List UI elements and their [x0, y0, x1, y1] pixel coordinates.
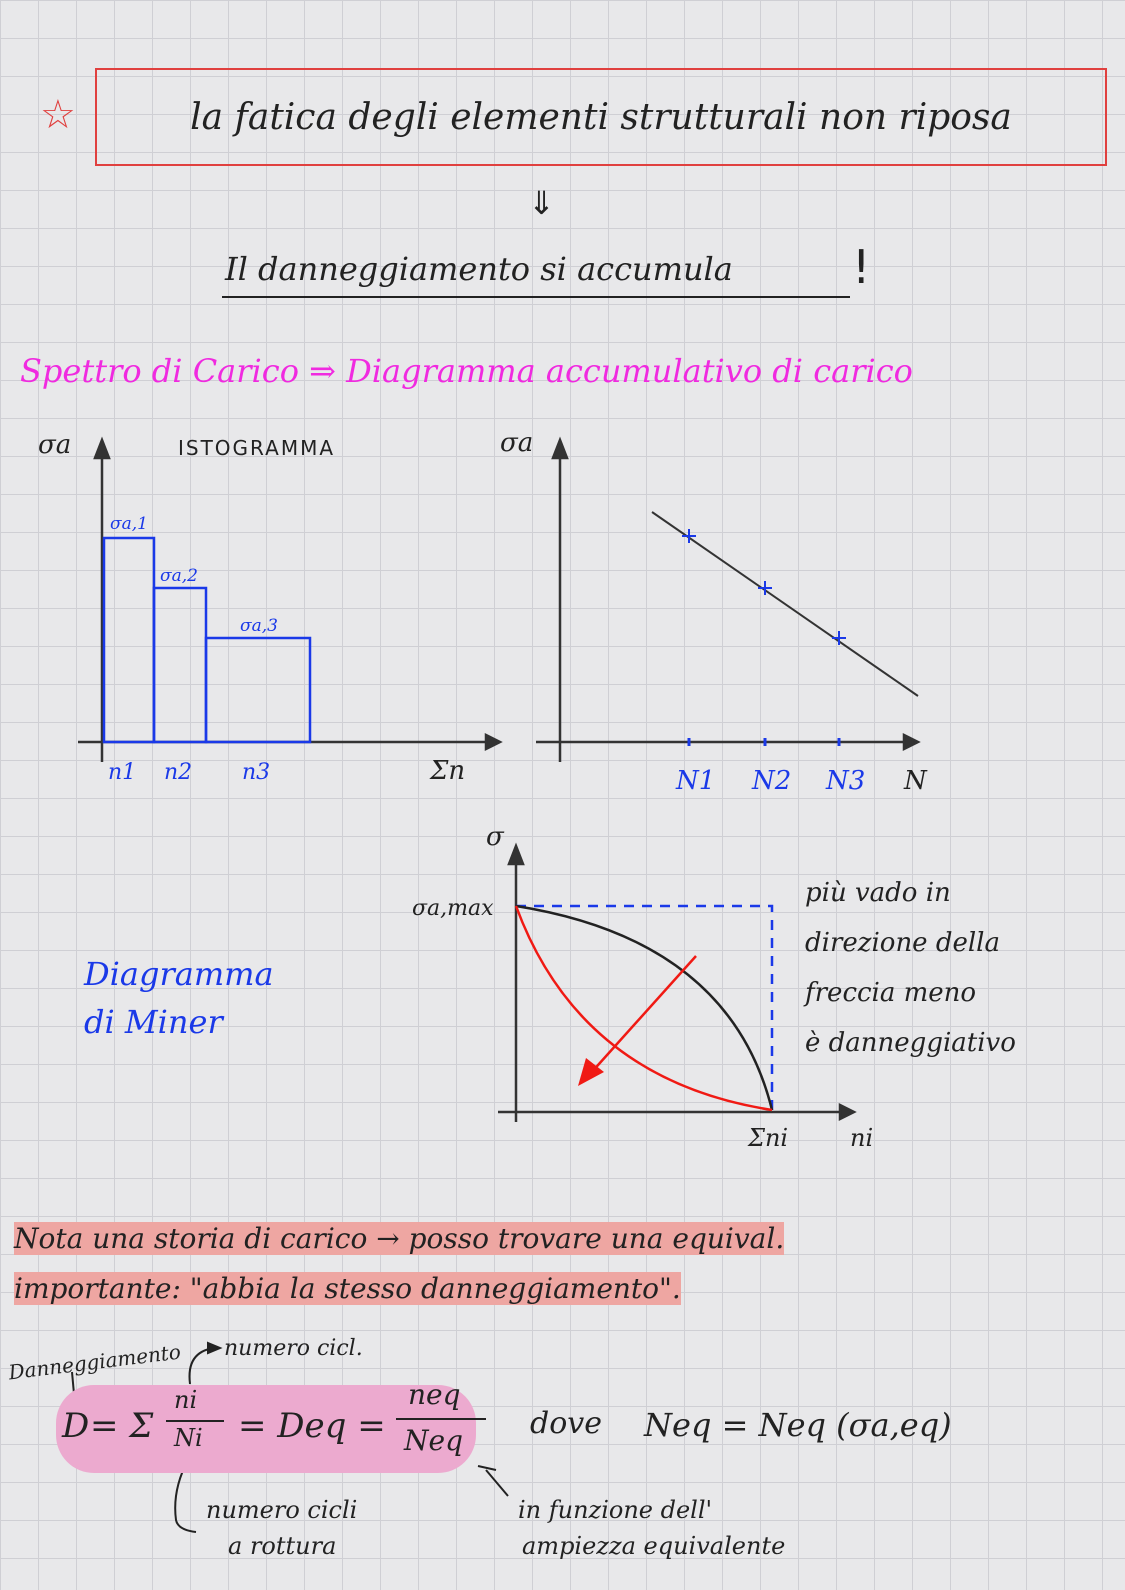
- miner-label-line1: Diagramma: [84, 955, 274, 993]
- miner-label-line2: di Miner: [84, 1003, 223, 1041]
- cumulative-points: [682, 529, 846, 645]
- cumulative-tick-N1: N1: [676, 766, 716, 796]
- label-func-1: in funzione dell': [518, 1496, 713, 1524]
- histogram-bars: [104, 538, 310, 742]
- cumulative-tick-N2: N2: [752, 766, 792, 796]
- histogram-bar-2: [154, 588, 206, 742]
- miner-y-label: σ: [486, 822, 504, 852]
- cumulative-line: [652, 512, 918, 696]
- fraction-bar-1: [166, 1420, 224, 1422]
- formula-neq-expr: Neq = Neq (σa,eq): [644, 1406, 952, 1444]
- label-rupture-2: a rottura: [228, 1532, 337, 1560]
- note-line-1-text: Nota una storia di carico → posso trovare una equival.: [14, 1222, 785, 1255]
- fraction-bar-2: [396, 1418, 486, 1420]
- histogram-title: ISTOGRAMMA: [178, 436, 336, 460]
- cumulative-x-label: N: [904, 766, 927, 796]
- formula-num-ni: ni: [174, 1386, 198, 1414]
- note-line-2-text: importante: "abbia la stesso danneggiamento".: [14, 1272, 681, 1305]
- label-damage: Danneggiamento: [7, 1339, 183, 1385]
- histogram-axes: [78, 440, 500, 762]
- double-arrow-down-icon: ⇓: [528, 184, 555, 222]
- exclamation-mark: !: [852, 240, 871, 294]
- histogram-tick-n3: n3: [242, 760, 271, 785]
- miner-note-line2: direzione della: [805, 928, 1000, 958]
- subtitle: Il danneggiamento si accumula: [225, 250, 733, 288]
- cumulative-axes: [536, 440, 918, 762]
- section-heading: Spettro di Carico ⇒ Diagramma accumulativo di carico: [20, 352, 913, 390]
- miner-red-curve: [516, 906, 772, 1110]
- formula-eq-sum: = Σ: [90, 1406, 154, 1446]
- miner-x-label: ni: [850, 1124, 874, 1152]
- formula-den-Neq: Neq: [404, 1424, 463, 1457]
- histogram-bar-3: [206, 638, 310, 742]
- note-line-2: [14, 1272, 681, 1305]
- formula-num-neq: neq: [408, 1378, 461, 1411]
- miner-y-max-label: σa,max: [412, 896, 494, 921]
- miner-label: [84, 950, 274, 1046]
- histogram-bar-label-3: σa,3: [240, 616, 278, 636]
- label-cycles: numero cicl.: [224, 1336, 363, 1361]
- label-rupture-1: numero cicli: [206, 1496, 358, 1524]
- miner-black-curve: [516, 906, 772, 1110]
- histogram-bar-label-1: σa,1: [110, 514, 148, 534]
- formula-where: dove: [530, 1406, 602, 1441]
- miner-note-line3: freccia meno: [805, 978, 977, 1008]
- histogram-x-label: Σn: [430, 756, 466, 786]
- histogram-tick-n1: n1: [108, 760, 137, 785]
- miner-note-line4: è danneggiativo: [805, 1028, 1016, 1058]
- star-icon: ☆: [40, 92, 76, 138]
- miner-dashed-box: [516, 906, 772, 1110]
- histogram-tick-n2: n2: [164, 760, 193, 785]
- miner-axes: [498, 846, 854, 1122]
- miner-note-line1: più vado in: [805, 878, 951, 908]
- formula-den-Ni: Ni: [174, 1424, 203, 1452]
- formula-eq-deq: = Deq =: [238, 1406, 386, 1446]
- cumulative-tick-N3: N3: [826, 766, 866, 796]
- note-line-1: [14, 1222, 784, 1255]
- label-func-2: ampiezza equivalente: [522, 1532, 786, 1560]
- histogram-bar-1: [104, 538, 154, 742]
- miner-note: [805, 868, 1016, 1068]
- page-title: la fatica degli elementi strutturali non riposa: [190, 96, 1012, 138]
- cumulative-y-label: σa: [500, 428, 534, 458]
- miner-x-max-label: Σni: [748, 1124, 789, 1152]
- histogram-y-label: σa: [38, 430, 72, 460]
- histogram-bar-label-2: σa,2: [160, 566, 198, 586]
- formula-D: D: [62, 1406, 90, 1446]
- miner-arrow-line: [590, 956, 696, 1074]
